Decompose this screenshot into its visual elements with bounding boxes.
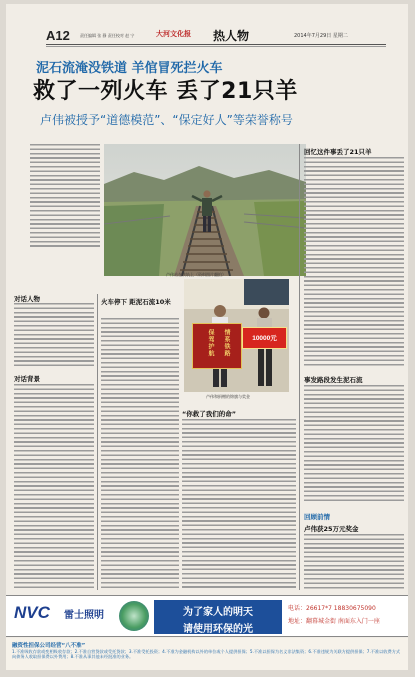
section-heading-mudslide: 事发路段发生泥石流	[304, 376, 363, 384]
section-heading-train-stop: 火车停下 距泥石流10米	[101, 298, 171, 306]
header-rule-thin	[46, 46, 386, 47]
ad-slogan-box	[154, 600, 282, 634]
story-subhead: 卢伟被授予“道德模范”、“保定好人”等荣誉称号	[40, 113, 293, 127]
header-rule	[46, 44, 386, 45]
globe-icon	[119, 601, 149, 631]
section-heading-award: 卢伟获25万元奖金	[304, 525, 359, 533]
column-divider-right	[299, 144, 300, 590]
ad-brand-name: 雷士照明	[64, 610, 104, 621]
award-paragraph	[304, 534, 404, 590]
notice-title: 融资性担保公司经营“八不准”	[12, 643, 86, 649]
mudslide-paragraph	[304, 385, 404, 503]
saved-lives-paragraph	[182, 419, 296, 590]
section-heading-background: 对话背景	[14, 375, 40, 383]
advertisement-banner	[6, 595, 408, 637]
award-photo	[184, 279, 289, 392]
notice-text: 1.不准吸收存款或变相吸收存款；2.不准自营贷款或受托贷款；3.不准受托投资；4.不准为金融机构以外的单位或个人提供担保；5.不准以担保为名义非法集资；6.不准违规为关联方提供担保；7.不准以收费方式向债务人收取担保费以外费用；8.不准从事其他未经批准的业务。	[12, 649, 401, 660]
prize-cheque: 10000元	[242, 327, 287, 349]
award-photo-caption: 卢伟和捐赠的锦旗与奖金	[206, 394, 250, 399]
banner-text-right: 保驾护航	[207, 329, 214, 357]
ad-address: 地址：翻幕城金街 南面东入门一座	[288, 618, 380, 625]
railway-photo	[104, 144, 306, 276]
background-paragraph	[14, 384, 94, 590]
regulation-notice	[6, 638, 408, 670]
issue-date: 2014年7月29日 星期二	[294, 33, 348, 39]
red-banner	[192, 323, 242, 369]
section-heading-recap: 回顾前情	[304, 513, 330, 521]
lead-paragraph	[30, 144, 100, 248]
ad-slogan-line-2: 请使用环保的光	[183, 624, 253, 635]
banner-text-left: 情系铁路	[223, 329, 230, 357]
lost-sheep-paragraph	[304, 157, 404, 367]
story-headline: 救了一列火车 丢了21只羊	[33, 79, 298, 104]
section-heading-lost-sheep: 回忆这件事丢了21只羊	[304, 148, 372, 156]
ad-slogan-line-1: 为了家人的明天	[183, 607, 253, 618]
newspaper-page	[6, 4, 408, 670]
section-title: 热人物	[213, 29, 250, 43]
ad-contact	[288, 602, 380, 628]
column-divider	[97, 294, 98, 590]
train-stop-paragraph	[101, 318, 179, 590]
newspaper-logo: 大河文化报	[156, 29, 191, 38]
section-heading-saved-lives: “你救了我们的命”	[182, 410, 237, 418]
page-number: A12	[46, 28, 70, 43]
ad-phone: 电话：26617*7 18830675090	[288, 605, 376, 612]
section-heading-dialog: 对话人物	[14, 295, 40, 303]
photo-caption: 卢伟站在铁轨上（资料图片翻拍）	[166, 272, 226, 277]
dialog-paragraph	[14, 303, 94, 367]
editor-credits: 责任编辑 张 静 责任校对 赵 宁	[80, 33, 135, 38]
ad-brand-logo: NVC	[14, 603, 50, 622]
story-kicker: 泥石流淹没铁道 羊倌冒死拦火车	[36, 61, 223, 76]
